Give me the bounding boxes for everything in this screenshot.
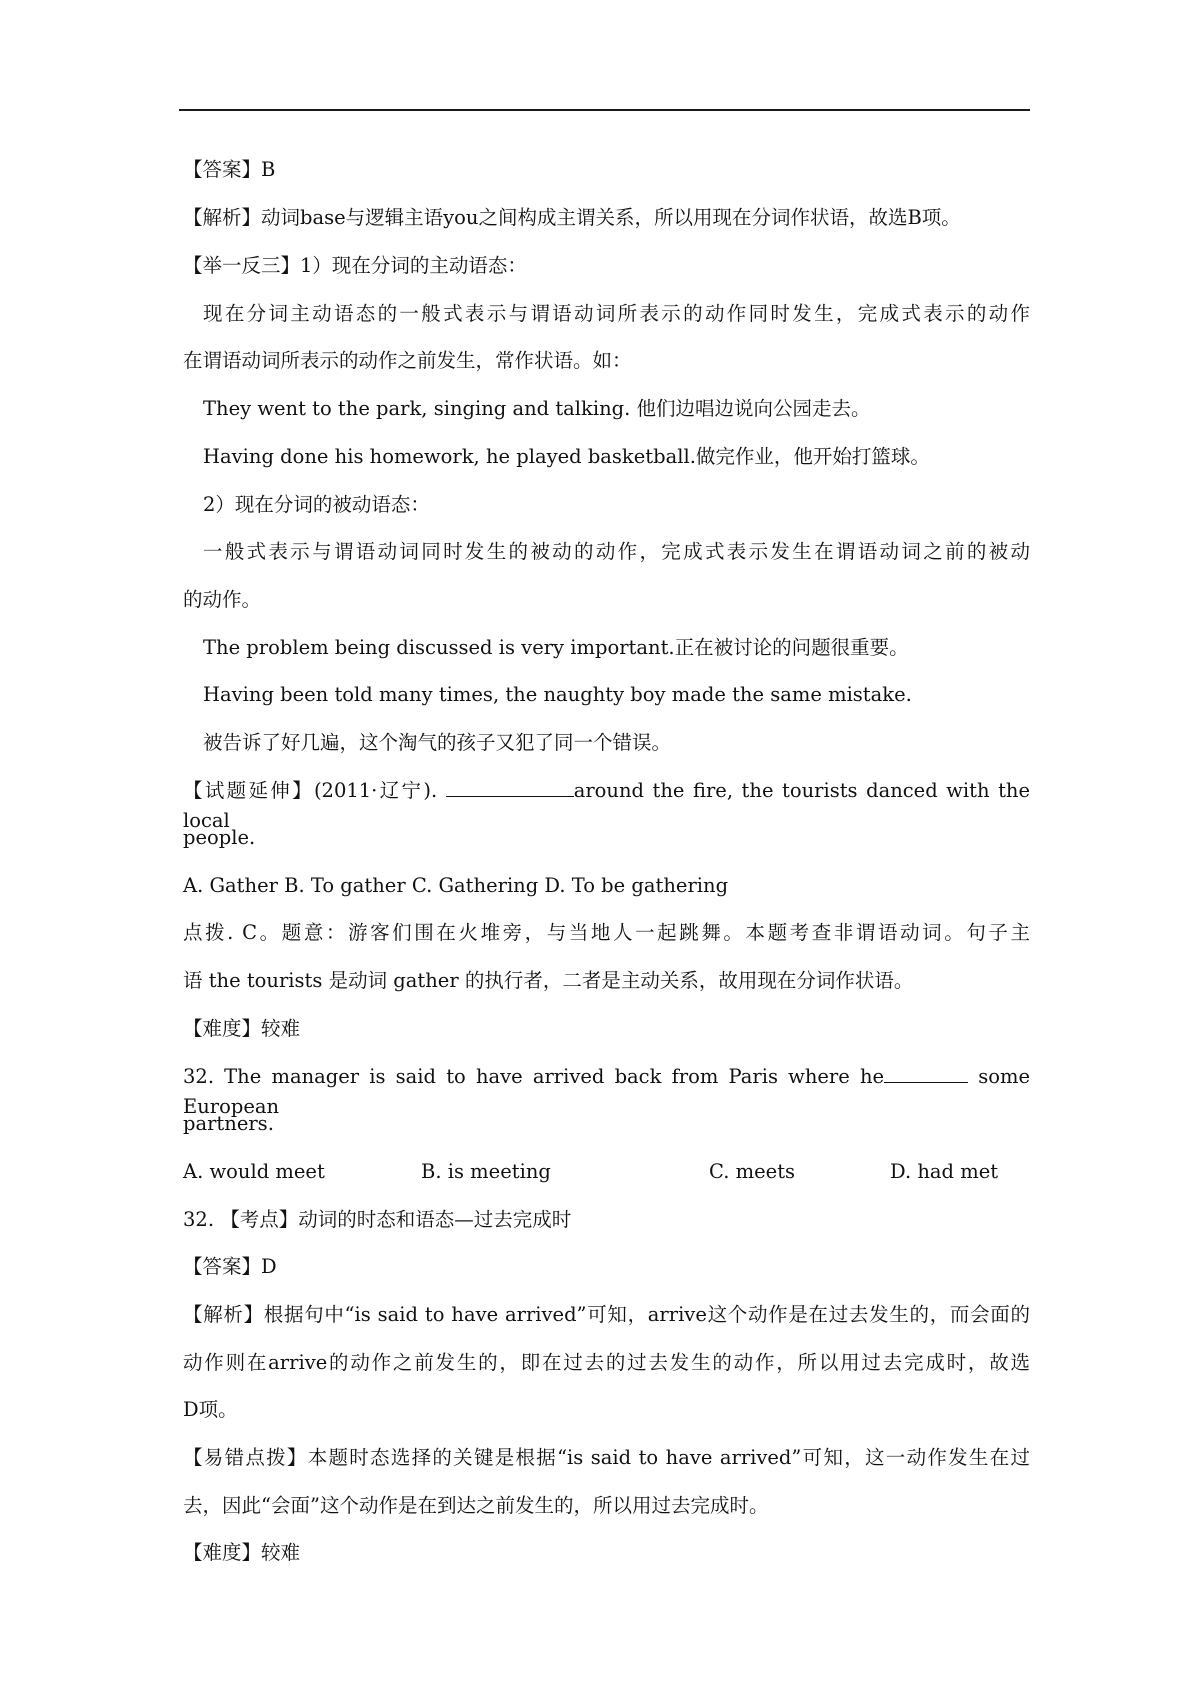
question-32-point: 32. 【考点】动词的时态和语态—过去完成时 [183,1208,572,1231]
exercise-blank [446,778,574,797]
active-example-1: They went to the park, singing and talking. 他们边唱边说向公园走去。 [203,397,871,420]
exercise-options: A. Gather B. To gather C. Gathering D. To be gathering [183,874,729,897]
passive-desc-line-2: 的动作。 [183,588,262,611]
hint-line-2: 语 the tourists 是动词 gather 的执行者，二者是主动关系，故用现在分词作状语。 [183,969,914,992]
active-desc-line-1: 现在分词主动语态的一般式表示与谓语动词所表示的动作同时发生，完成式表示的动作 [203,302,1030,325]
question-32-difficulty: 【难度】较难 [183,1541,301,1564]
extension-title: 【举一反三】1）现在分词的主动语态： [183,254,527,277]
active-example-2: Having done his homework, he played basketball.做完作业，他开始打篮球。 [203,445,930,468]
question-32-answer: 【答案】D [183,1255,277,1278]
option-b: B. is meeting [421,1160,551,1183]
question-32-blank [884,1064,968,1083]
analysis-line: 【解析】动词base与逻辑主语you之间构成主谓关系，所以用现在分词作状语，故选B项。 [183,206,961,229]
difficulty-line: 【难度】较难 [183,1017,301,1040]
header-rule [179,109,1030,111]
exercise-stem-rest: around the fire, the tourists danced with the local [183,779,1031,832]
passive-title: 2）现在分词的被动语态： [203,493,430,516]
option-d: D. had met [890,1160,999,1183]
question-32-error-line-1: 【易错点拨】本题时态选择的关键是根据“is said to have arrived”可知，这一动作发生在过 [183,1446,1030,1469]
passive-desc-line-1: 一般式表示与谓语动词同时发生的被动的动作，完成式表示发生在谓语动词之前的被动 [203,540,1030,563]
passive-example-2: Having been told many times, the naughty boy made the same mistake. [203,683,912,706]
question-32-analysis-line-3: D项。 [183,1398,238,1421]
exercise-stem-line-2: people. [183,826,256,849]
question-32-analysis-line-1: 【解析】根据句中“is said to have arrived”可知，arrive这个动作是在过去发生的，而会面的 [183,1303,1030,1326]
answer-line: 【答案】B [183,158,276,181]
question-32-error-line-2: 去，因此“会面”这个动作是在到达之前发生的，所以用过去完成时。 [183,1494,769,1517]
passive-example-1: The problem being discussed is very important.正在被讨论的问题很重要。 [203,636,909,659]
exercise-source: 【试题延伸】(2011·辽宁). [183,779,438,802]
question-32-stem-line-2: partners. [183,1112,274,1135]
option-a: A. would meet [183,1160,325,1183]
hint-line-1: 点拨. C。题意：游客们围在火堆旁，与当地人一起跳舞。本题考查非谓语动词。句子主 [183,921,1030,944]
passive-example-2-translation: 被告诉了好几遍，这个淘气的孩子又犯了同一个错误。 [203,731,672,754]
question-32-analysis-line-2: 动作则在arrive的动作之前发生的，即在过去的过去发生的动作，所以用过去完成时，故选 [183,1351,1030,1374]
active-desc-line-2: 在谓语动词所表示的动作之前发生，常作状语。如： [183,349,632,372]
option-c: C. meets [709,1160,796,1183]
question-32-stem-end: some European [183,1065,1030,1118]
question-32-stem-start: 32. The manager is said to have arrived back from Paris where he [183,1065,885,1088]
